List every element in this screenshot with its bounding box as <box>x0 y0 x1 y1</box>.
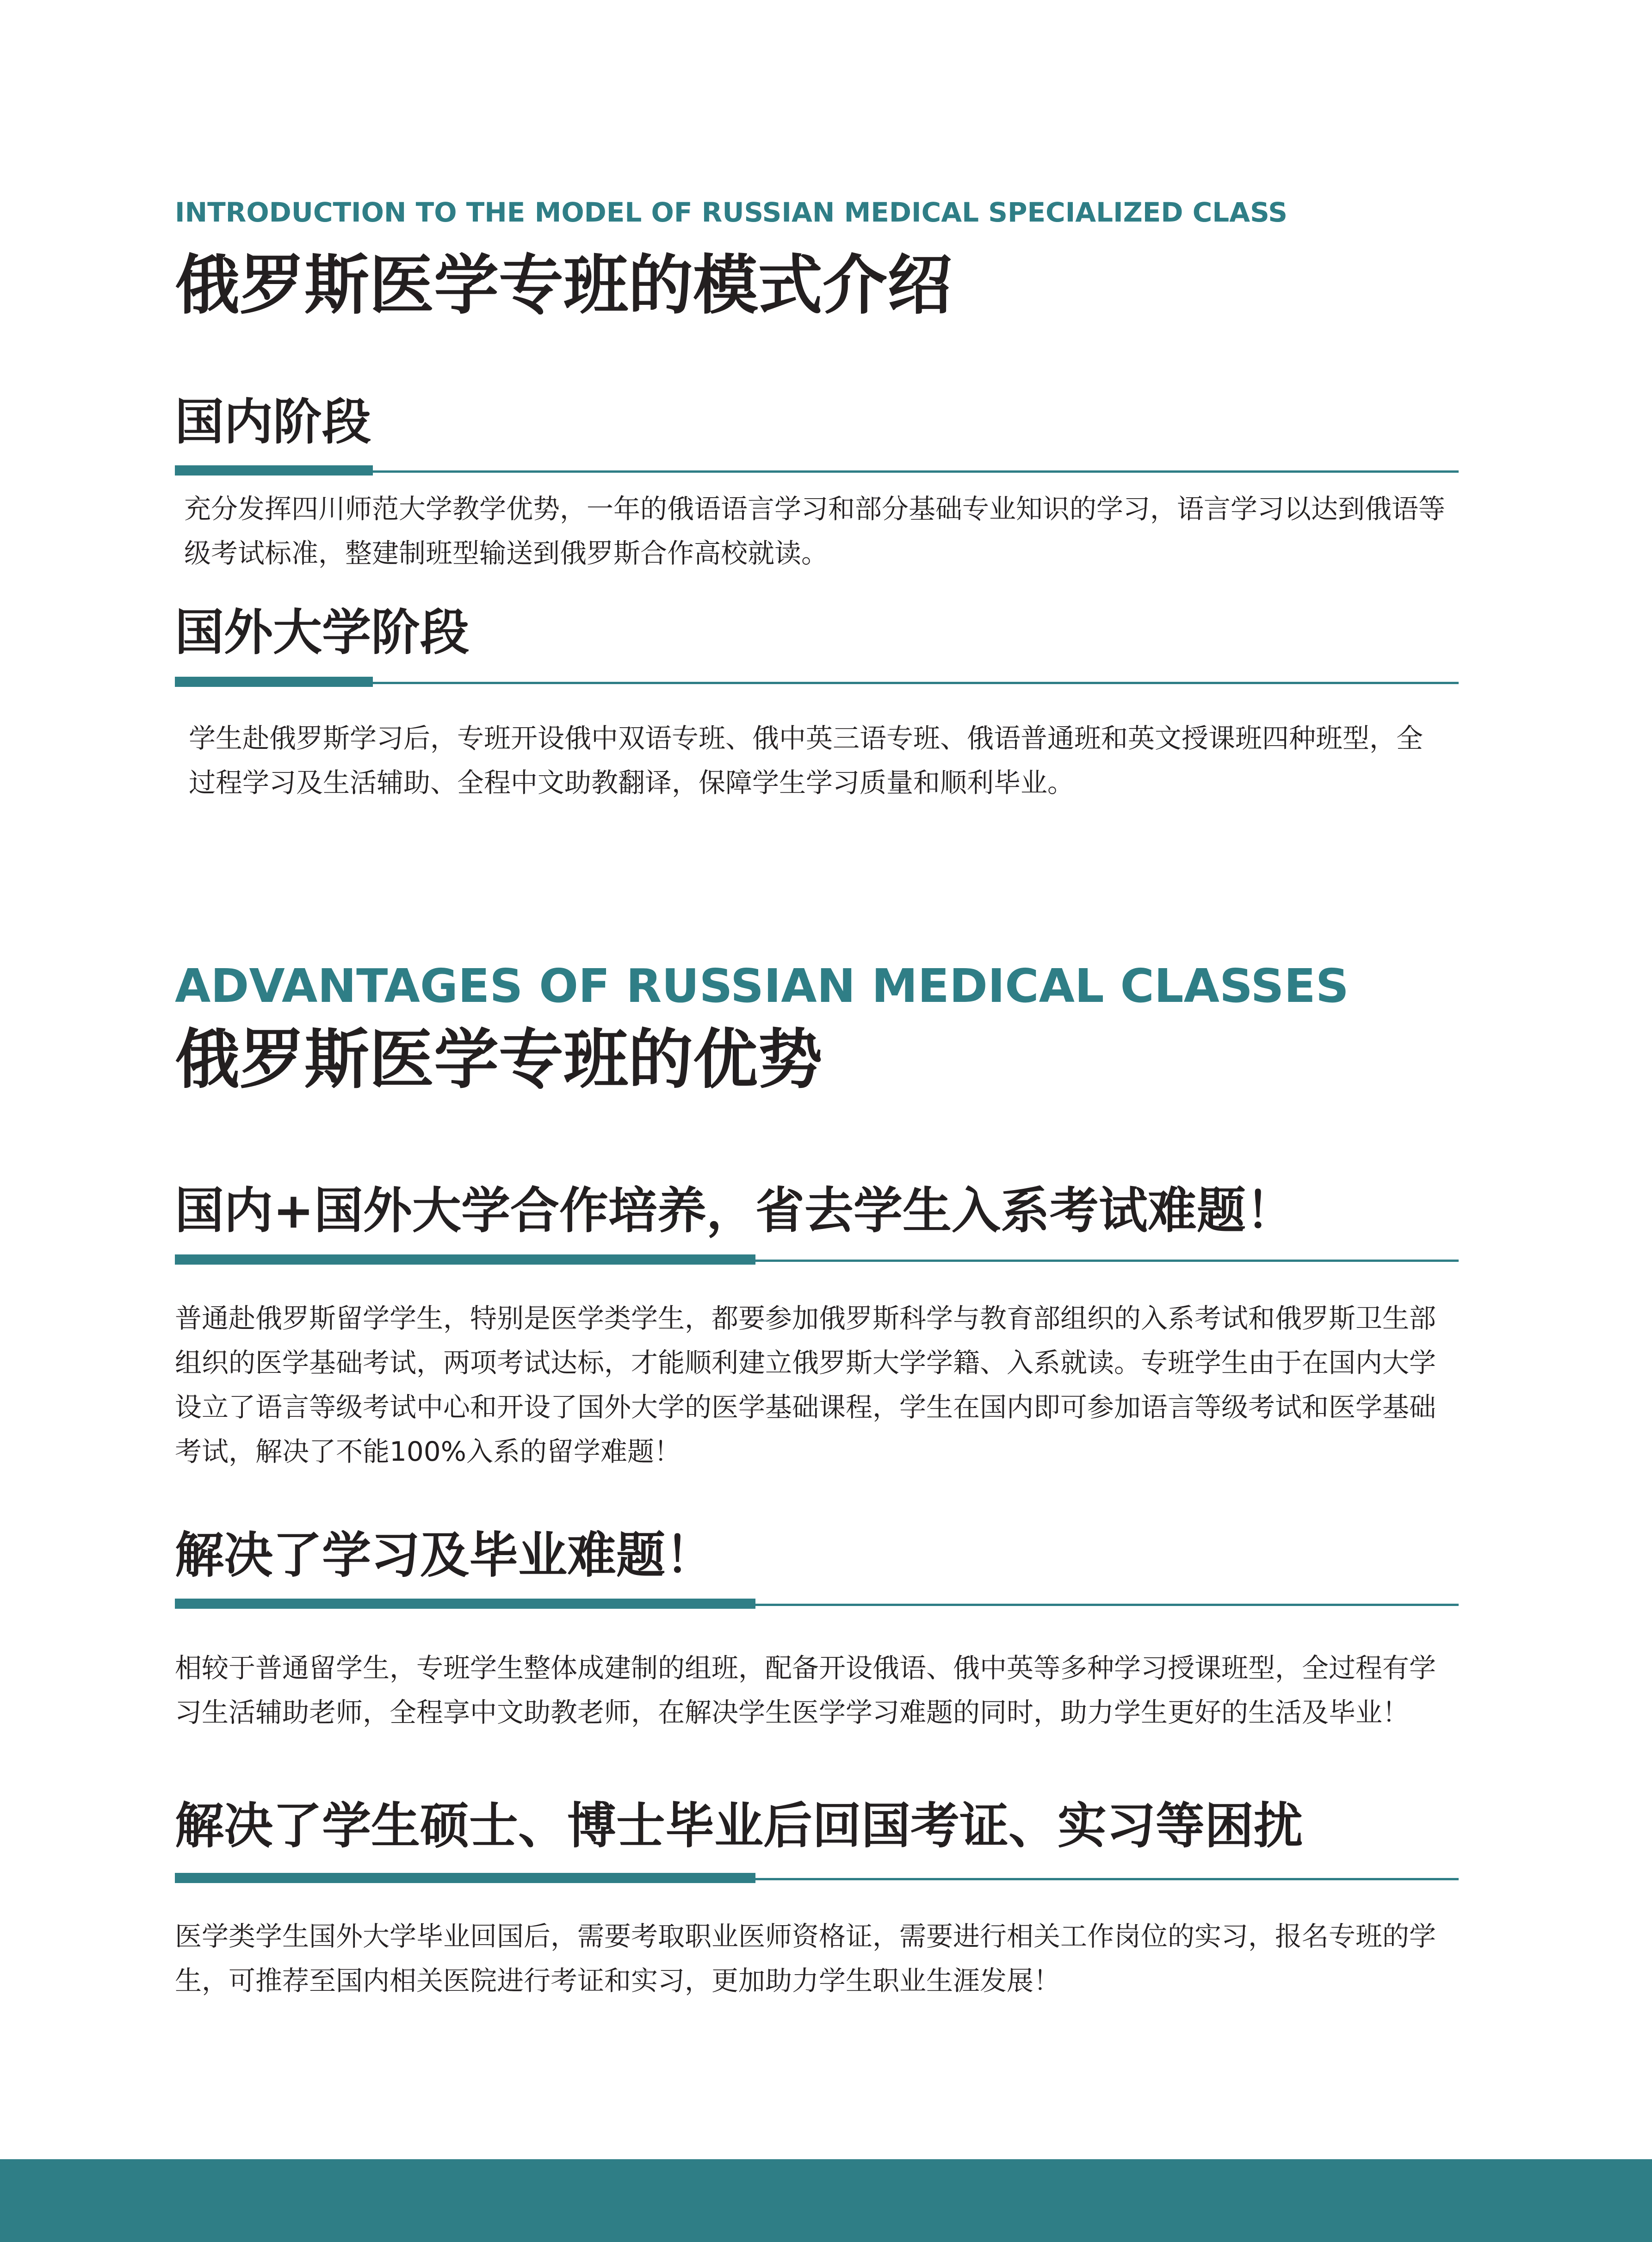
abroad-stage-text: 学生赴俄罗斯学习后，专班开设俄中双语专班、俄中英三语专班、俄语普通班和英文授课班四种班型，全过程学习及生活辅助、全程中文助教翻译，保障学生学习质量和顺利毕业。 <box>189 723 1423 798</box>
intro-english-title: INTRODUCTION TO THE MODEL OF RUSSIAN MEDICAL SPECIALIZED CLASS <box>175 197 1288 228</box>
advantage-1-divider <box>175 1260 1459 1262</box>
intro-chinese-title: 俄罗斯医学专班的模式介绍 <box>175 248 953 323</box>
domestic-stage-divider <box>175 470 1459 473</box>
abroad-stage-heading: 国外大学阶段 <box>175 604 469 661</box>
advantage-3-divider <box>175 1878 1459 1880</box>
advantage-2-divider <box>175 1604 1459 1606</box>
advantage-3-heading: 解决了学生硕士、博士毕业后回国考证、实习等困扰 <box>175 1797 1303 1854</box>
advantage-2-text: 相较于普通留学生，专班学生整体成建制的组班，配备开设俄语、俄中英等多种学习授课班型，全过程有学习生活辅助老师，全程享中文助教老师，在解决学生医学学习难题的同时，助力学生更好的生活及毕业！ <box>175 1652 1436 1728</box>
abroad-stage-divider <box>175 682 1459 684</box>
domestic-stage-heading: 国内阶段 <box>175 394 371 451</box>
advantage-3-text: 医学类学生国外大学毕业回国后，需要考取职业医师资格证，需要进行相关工作岗位的实习，报名专班的学生，可推荐至国内相关医院进行考证和实习，更加助力学生职业生涯发展！ <box>175 1921 1436 1996</box>
advantages-english-title: ADVANTAGES OF RUSSIAN MEDICAL CLASSES <box>175 959 1349 1013</box>
domestic-stage-text: 充分发挥四川师范大学教学优势，一年的俄语语言学习和部分基础专业知识的学习，语言学习以达到俄语等级考试标准，整建制班型输送到俄罗斯合作高校就读。 <box>184 493 1446 569</box>
footer-bar <box>0 2159 1652 2242</box>
advantage-1-heading: 国内+国外大学合作培养，省去学生入系考试难题！ <box>175 1182 1295 1239</box>
advantages-chinese-title: 俄罗斯医学专班的优势 <box>175 1022 823 1098</box>
advantage-2-heading: 解决了学习及毕业难题！ <box>175 1527 714 1584</box>
advantage-1-text: 普通赴俄罗斯留学学生，特别是医学类学生，都要参加俄罗斯科学与教育部组织的入系考试和俄罗斯卫生部组织的医学基础考试，两项考试达标，才能顺利建立俄罗斯大学学籍、入系就读。专班学生由于在国内大学设立了语言等级考试中心和开设了国外大学的医学基础课程，学生在国内即可参加语言等级考试和医学基础考试，解决了不能100%入系的留学难题！ <box>175 1303 1436 1467</box>
